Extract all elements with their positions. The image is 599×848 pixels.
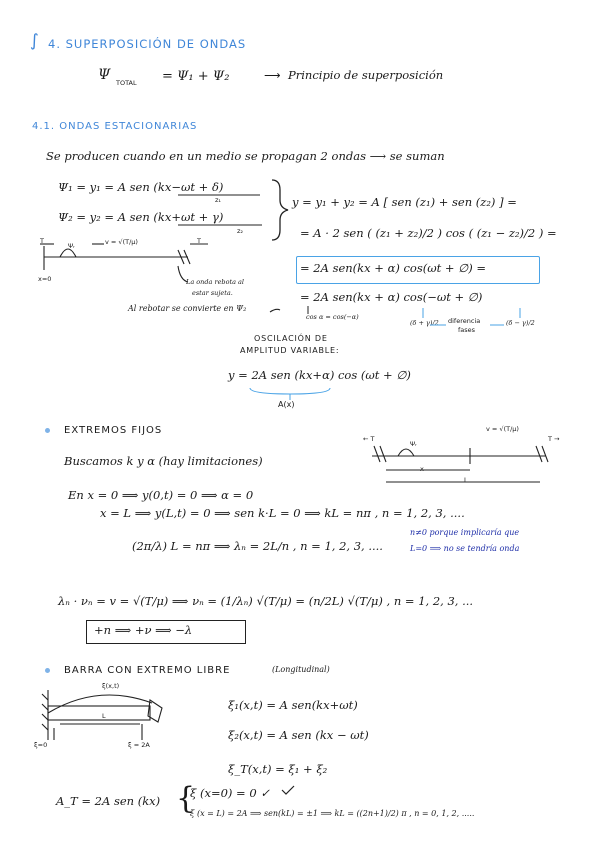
rebound-note-1: La onda rebota al [186, 278, 244, 286]
intro-text: Se producen cuando en un medio se propagan 2 ondas ⟶ se suman [46, 149, 445, 163]
sum-line-2: = A · 2 sen ( (z₁ + z₂)/2 ) cos ( (z₁ − z₂)/2 ) = [300, 226, 557, 240]
fixed-note-1: n≠0 porque implicaría que [410, 528, 520, 537]
oscillation-label-2: AMPLITUD VARIABLE: [240, 346, 340, 355]
fixed-line-4: λₙ · νₙ = v = √(T/μ) ⟹ νₙ = (1/λₙ) √(T/μ) = (n/2L) √(T/μ) , n = 1, 2, 3, ... [58, 594, 474, 608]
superposition-label: Principio de superposición [288, 68, 444, 82]
wave-psi1-underlabel: z₁ [215, 196, 222, 204]
free-eq-1: ξ₁(x,t) = A sen(kx+ωt) [228, 698, 358, 712]
fixed-ends-title: EXTREMOS FIJOS [64, 425, 163, 436]
bar-right-label: ξ = 2A [128, 741, 150, 749]
subsection-title: 4.1. ONDAS ESTACIONARIAS [32, 121, 198, 132]
free-condition-2: ξ (x = L) = 2A ⟹ sen(kL) = ±1 ⟹ kL = ((2n+1)/2) π , n = 0, 1, 2, ..... [190, 809, 475, 818]
velocity-label: v = √(T/μ) [105, 238, 138, 246]
fixed-tension-left: ← T [363, 435, 375, 443]
bar-diagram [42, 690, 162, 740]
oscillation-label-1: OSCILACIÓN DE [254, 334, 328, 343]
amplitude-label: A(x) [278, 400, 295, 409]
brace-icon: { [176, 781, 196, 816]
psi-total-subscript: TOTAL [116, 79, 137, 87]
sum-line-1: y = y₁ + y₂ = A [ sen (z₁) + sen (z₂) ] = [292, 195, 517, 209]
tension-right-label: T [197, 237, 201, 245]
fixed-line-1: En x = 0 ⟹ y(0,t) = 0 ⟹ α = 0 [68, 488, 254, 502]
bar-left-label: ξ=0 [34, 741, 48, 749]
conclusion-text: +n ⟹ +ν ⟹ −λ [94, 623, 193, 637]
fixed-x-label: x [420, 465, 424, 473]
fixed-length-label: L [464, 476, 468, 484]
wave-psi2: Ψ₂ = y₂ = A sen (kx+ωt + γ) [58, 210, 224, 224]
fixed-note-2: L=0 ⟹ no se tendría onda [410, 544, 520, 553]
fixed-velocity-label: v = √(T/μ) [486, 425, 519, 433]
sum-line-3: = 2A sen(kx + α) cos(ωt + ∅) = [300, 261, 486, 275]
oscillation-equation: y = 2A sen (kx+α) cos (ωt + ∅) [228, 368, 411, 382]
origin-label: x=0 [38, 275, 52, 283]
wave-psi2-underlabel: z₂ [237, 227, 244, 235]
free-end-title: BARRA CON EXTREMO LIBRE [64, 665, 231, 676]
tension-left-label: T [40, 237, 44, 245]
free-condition-1: ξ (x=0) = 0 ✓ [190, 786, 270, 800]
cos-identity-note: cos α = cos(−α) [306, 313, 359, 321]
psi-total-lhs: Ψ [98, 67, 111, 83]
string-diagram [40, 244, 280, 312]
fixed-tension-right: T → [548, 435, 560, 443]
psi-total-rhs: = Ψ₁ + Ψ₂ [162, 69, 230, 84]
free-eq-3: ξ_T(x,t) = ξ₁ + ξ₂ [228, 762, 328, 776]
phase-middle-2: fases [458, 326, 476, 334]
fixed-ends-diagram [372, 446, 548, 482]
sum-line-4: = 2A sen(kx + α) cos(−ωt + ∅) [300, 290, 483, 304]
section-symbol-icon: ∫ [30, 31, 39, 51]
free-amplitude: A_T = 2A sen (kx) [56, 794, 161, 808]
free-eq-2: ξ₂(x,t) = A sen (kx − ωt) [228, 728, 369, 742]
wave-psi1: Ψ₁ = y₁ = A sen (kx−ωt + δ) [58, 180, 224, 194]
bar-displacement-label: ξ(x,t) [102, 682, 120, 690]
fixed-search-text: Buscamos k y α (hay limitaciones) [64, 454, 263, 468]
section-title: 4. SUPERPOSICIÓN DE ONDAS [48, 37, 247, 51]
rebound-note-2: estar sujeta. [192, 289, 233, 297]
fixed-line-3: (2π/λ) L = nπ ⟹ λₙ = 2L/n , n = 1, 2, 3, .... [132, 539, 383, 553]
phase-middle-1: diferencia [448, 317, 481, 325]
brace-icon [272, 180, 288, 240]
reflected-psi-label: Ψᵣ [68, 242, 75, 250]
phase-right: (δ − γ)/2 [506, 319, 535, 327]
fixed-psi-label: Ψᵣ [410, 440, 417, 448]
bar-length-label: L [102, 712, 106, 720]
rebound-note-3: Al rebotar se convierte en Ψ₂ [128, 304, 247, 313]
superposition-arrow-icon: ⟶ [264, 68, 281, 82]
phase-left: (δ + γ)/2 [410, 319, 439, 327]
free-end-subtitle: (Longitudinal) [272, 665, 330, 674]
fixed-line-2: x = L ⟹ y(L,t) = 0 ⟹ sen k·L = 0 ⟹ kL = nπ , n = 1, 2, 3, .... [100, 506, 465, 520]
